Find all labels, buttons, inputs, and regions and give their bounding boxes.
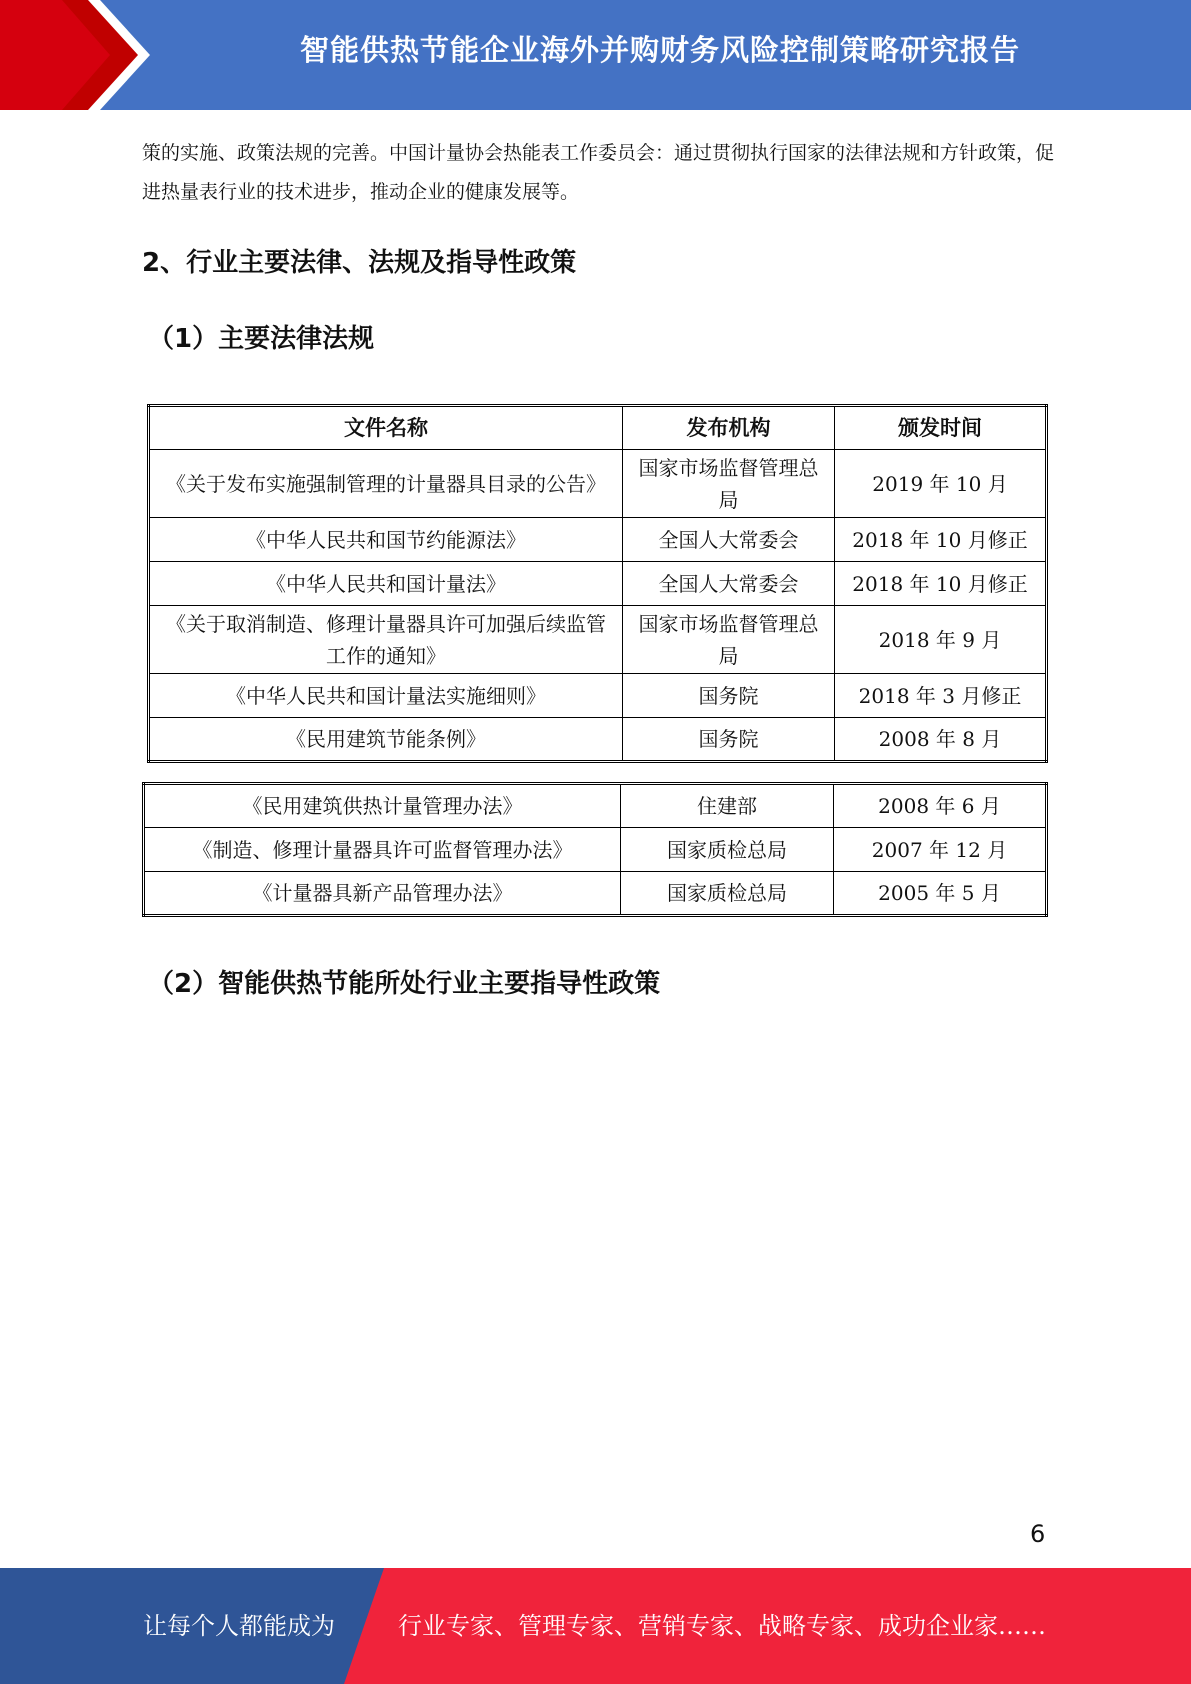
issuer-cell: 国家质检总局 <box>621 828 834 872</box>
date-cell: 2007 年 12 月 <box>834 828 1047 872</box>
intro-paragraph: 策的实施、政策法规的完善。中国计量协会热能表工作委员会：通过贯彻执行国家的法律法规和方针政策，促进热量表行业的技术进步，推动企业的健康发展等。 <box>142 142 1055 203</box>
doc-name-cell: 《中华人民共和国计量法》 <box>149 562 623 606</box>
doc-name-cell: 《关于发布实施强制管理的计量器具目录的公告》 <box>149 450 623 518</box>
date-cell: 2018 年 9 月 <box>835 606 1047 674</box>
page-footer <box>0 1568 1191 1684</box>
page-number: 6 <box>1030 1520 1046 1548</box>
table-row <box>149 718 1047 762</box>
doc-name-cell: 《计量器具新产品管理办法》 <box>144 872 621 916</box>
doc-name-cell: 《中华人民共和国计量法实施细则》 <box>149 674 623 718</box>
section-heading: 2、行业主要法律、法规及指导性政策 <box>142 248 577 278</box>
table-row <box>144 828 1047 872</box>
page-header <box>0 0 1191 110</box>
date-cell: 2005 年 5 月 <box>834 872 1047 916</box>
issuer-cell: 全国人大常委会 <box>623 518 835 562</box>
date-cell: 2008 年 8 月 <box>835 718 1047 762</box>
footer-slogan-right: 行业专家、管理专家、营销专家、战略专家、成功企业家…… <box>398 1612 1046 1640</box>
laws-table-1 <box>147 404 1048 763</box>
table-row <box>149 674 1047 718</box>
date-cell: 2018 年 3 月修正 <box>835 674 1047 718</box>
table-row <box>144 784 1047 828</box>
table-row <box>149 450 1047 518</box>
footer-slogan-left: 让每个人都能成为 <box>143 1612 335 1640</box>
issuer-cell: 国务院 <box>623 674 835 718</box>
date-cell: 2018 年 10 月修正 <box>835 518 1047 562</box>
table-row <box>149 562 1047 606</box>
table-row <box>144 872 1047 916</box>
doc-name-cell: 《关于取消制造、修理计量器具许可加强后续监管工作的通知》 <box>149 606 623 674</box>
report-title: 智能供热节能企业海外并购财务风险控制策略研究报告 <box>299 33 1020 67</box>
table-row <box>149 518 1047 562</box>
header-date: 颁发时间 <box>835 406 1047 450</box>
doc-name-cell: 《制造、修理计量器具许可监督管理办法》 <box>144 828 621 872</box>
issuer-cell: 全国人大常委会 <box>623 562 835 606</box>
date-cell: 2008 年 6 月 <box>834 784 1047 828</box>
header-issuer: 发布机构 <box>623 406 835 450</box>
doc-name-cell: 《民用建筑供热计量管理办法》 <box>144 784 621 828</box>
table-header-row <box>149 406 1047 450</box>
issuer-cell: 国家市场监督管理总局 <box>623 450 835 518</box>
laws-table-2 <box>142 782 1048 917</box>
issuer-cell: 国家市场监督管理总局 <box>623 606 835 674</box>
doc-name-cell: 《民用建筑节能条例》 <box>149 718 623 762</box>
issuer-cell: 国务院 <box>623 718 835 762</box>
header-doc-name: 文件名称 <box>149 406 623 450</box>
table-row <box>149 606 1047 674</box>
date-cell: 2018 年 10 月修正 <box>835 562 1047 606</box>
subsection-heading-laws: （1）主要法律法规 <box>148 324 375 354</box>
issuer-cell: 国家质检总局 <box>621 872 834 916</box>
doc-name-cell: 《中华人民共和国节约能源法》 <box>149 518 623 562</box>
subsection-heading-policies: （2）智能供热节能所处行业主要指导性政策 <box>148 969 661 999</box>
date-cell: 2019 年 10 月 <box>835 450 1047 518</box>
issuer-cell: 住建部 <box>621 784 834 828</box>
